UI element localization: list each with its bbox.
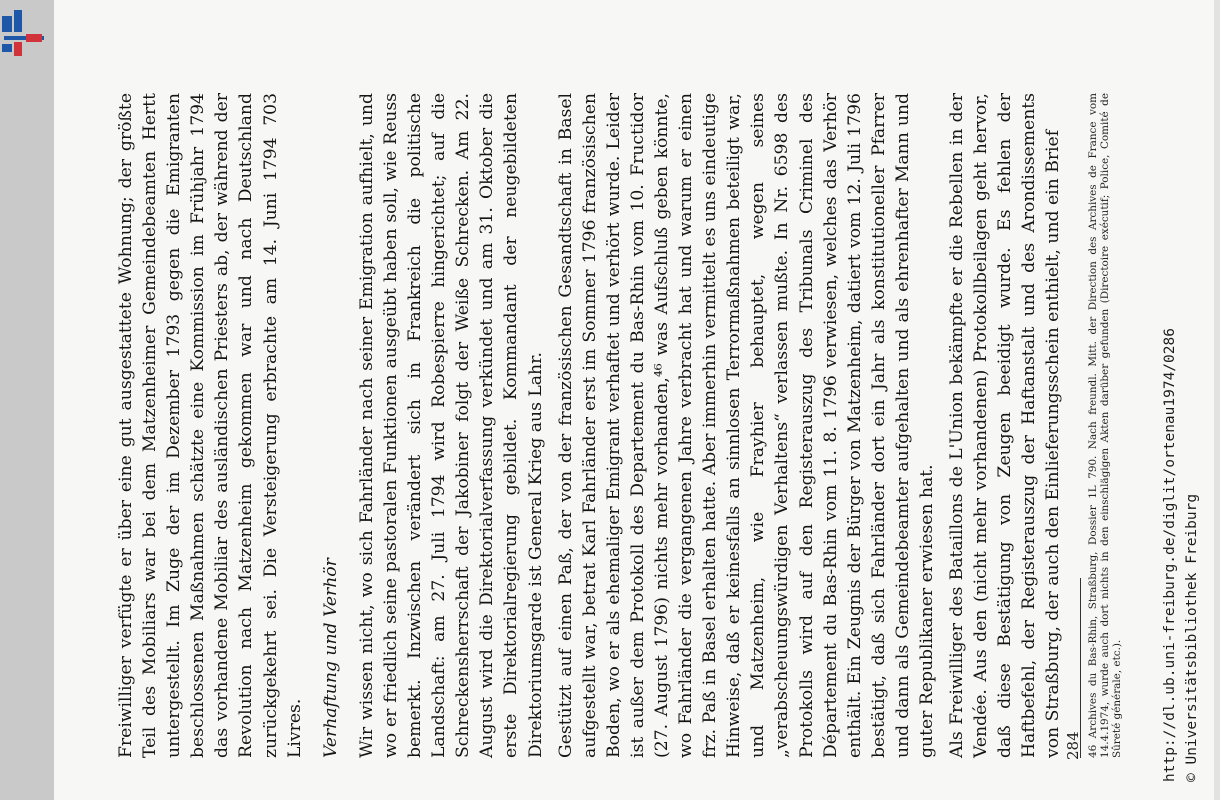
- page-body: [114, 93, 1124, 758]
- library-logo-icon[interactable]: [2, 10, 44, 58]
- rotated-page-content: [54, 0, 1214, 800]
- paragraph-1: Wir wissen nicht, wo sich Fahrländer nach seiner Emigration aufhielt, und wo er friedlich seine pastoralen Funktionen ausgeübt haben soll, wie Reuss bemerkt. Inzwischen verändert sich in Frankreich die politische Landschaft: am 27. Juli 1794 wird Robespierre hingerichtet; auf die Schreckensherrschaft der Jakobiner folgt der Weiße Schrecken. Am 22. August wird die Direktorialverfassung verkündet und am 31. Oktober die erste Direktorialregierung gebildet. Kommandant der neugebildeten Direktoriumsgarde ist General Krieg aus Lahr.: [356, 93, 546, 758]
- page-number: 284: [1064, 731, 1082, 760]
- paragraph-continued: Freiwilliger verfügte er über eine gut ausgestattete Wohnung; der größte Teil des Mobiliars war bei dem Matzenheimer Gemeindebeamten Hertt untergestellt. Im Zuge der im Dezember 1793 gegen die Emigranten beschlossenen Maßnahmen schätzte eine Kommission im Frühjahr 1794 das vorhandene Mobiliar des ausländischen Priesters ab, der während der Revolution nach Matzenheim gekommen war und nach Deutschland zurückgekehrt sei. Die Versteigerung erbrachte am 14. Juni 1794 703 Livres.: [116, 93, 305, 758]
- viewer-permalink-block: [1159, 0, 1203, 800]
- page-edge: [1214, 0, 1220, 800]
- section-heading: Verhaftung und Verhör: [320, 558, 341, 758]
- viewer-sidebar: [0, 0, 54, 800]
- scanned-page: [54, 0, 1214, 800]
- copyright-notice: © Universitätsbibliothek Freiburg: [1184, 493, 1200, 782]
- paragraph-2: Gestützt auf einen Paß, der von der französischen Gesandtschaft in Basel aufgestellt war, betrat Karl Fahrländer erst im Sommer 1796 französischen Boden, wo er als ehemaliger Emigrant verhaftet und verhört wurde. Leider ist außer dem Protokoll des Departement du Bas-Rhin vom 10. Fructidor (27. August 1796) nichts mehr vorhanden,⁴⁶ was Aufschluß geben könnte, wo Fahrländer die vergangenen Jahre verbracht hat und warum er einen frz. Paß in Basel erhalten hatte. Aber immerhin vermittelt es uns eindeutige Hinweise, daß er keinesfalls an sinnlosen Terrormaßnahmen beteiligt war, und Matzenheim, wie Frayhier behauptet, wegen seines „verabscheuungswürdigen Verhaltens“ verlassen mußte. In Nr. 6598 des Protokolls wird auf den Registerauszug des Tribunals Criminel des Département du Bas-Rhin vom 11. 8. 1796 verwiesen, welches das Verhör enthält. Ein Zeugnis der Bürger von Matzenheim, datiert vom 12. Juli 1796 bestätigt, daß sich Fahrländer dort ein Jahr als konstitutioneller Pfarrer und dann als Gemeindebeamter aufgehalten und als ehrenhafter Mann und guter Republikaner erwiesen hat.: [555, 93, 937, 758]
- footnote-46: 46 Archives du Bas-Rhin, Straßburg, Dossier 1L 790. Nach freundl. Mitt. der Direction des Archives de France vom 14.4.1974, wurde auch dort nichts in den einschlägigen Akten darüber gefunden (Directoire exécutif; Police, Comité de Sûreté générale, etc.).: [1086, 93, 1124, 758]
- permalink-url[interactable]: http://dl.ub.uni-freiburg.de/diglit/ortenau1974/0286: [1162, 328, 1178, 782]
- paragraph-3: Als Freiwilliger des Bataillons de L'Union bekämpfte er die Rebellen in der Vendée. Aus den (nicht mehr vorhandenen) Protokollbeilagen geht hervor, daß diese Bestätigung von Zeugen beeidigt wurde. Es fehlen der Haftbefehl, der Registerauszug der Haftanstalt und des Arondissements von Straßburg, der auch den Einlieferungsschein enthielt, und ein Brief: [947, 93, 1064, 758]
